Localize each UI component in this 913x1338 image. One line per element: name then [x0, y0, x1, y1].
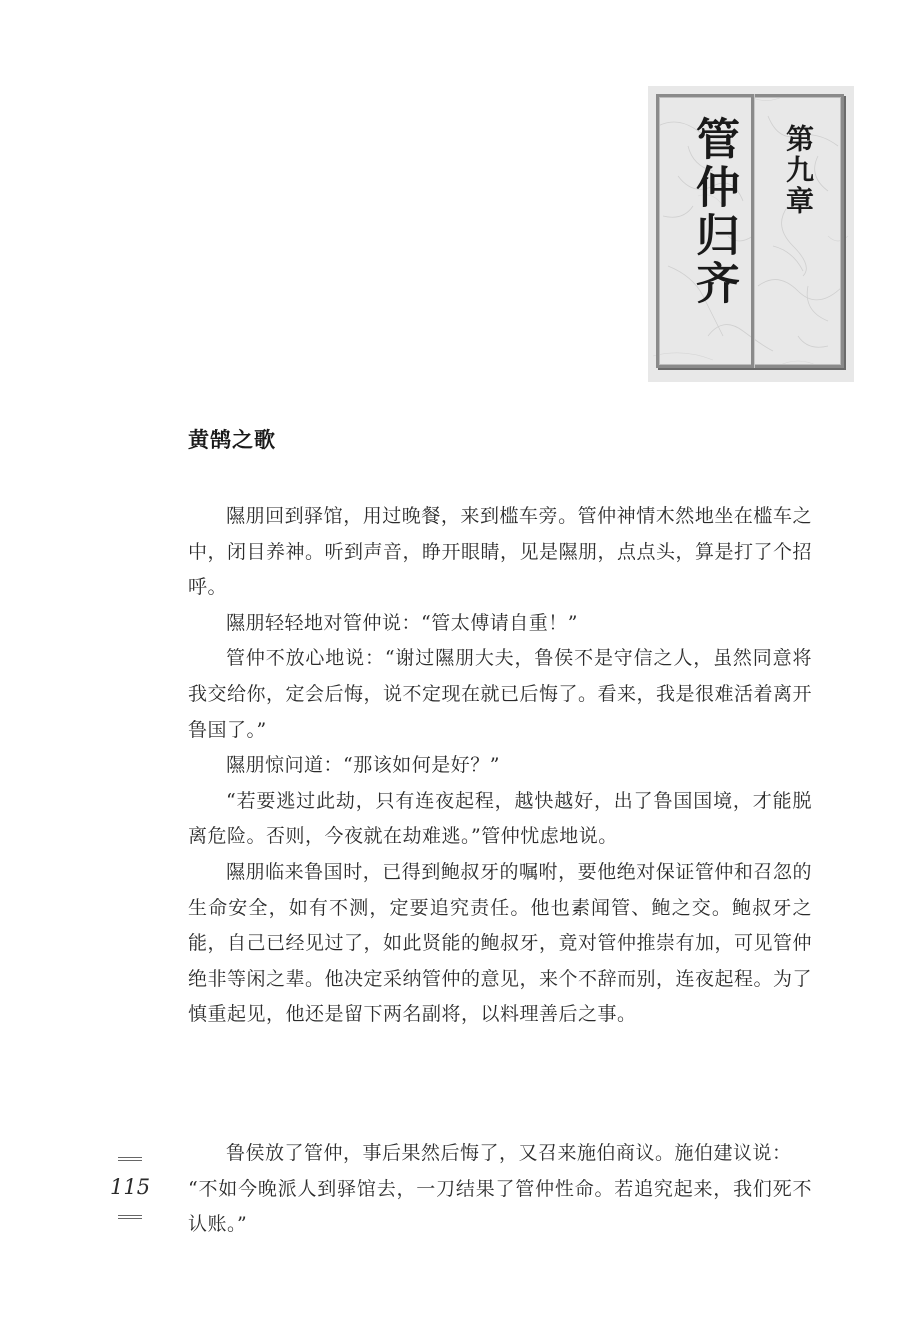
body-text-block-2 [188, 1136, 812, 1243]
paragraph: 隰朋回到驿馆，用过晚餐，来到槛车旁。管仲神情木然地坐在槛车之中，闭目养神。听到声音，睁开眼睛，见是隰朋，点点头，算是打了个招呼。 [188, 505, 813, 599]
paragraph: 管仲不放心地说：“谢过隰朋大夫，鲁侯不是守信之人，虽然同意将我交给你，定会后悔，说不定现在就已后悔了。看来，我是很难活着离开鲁国了。” [188, 647, 813, 741]
page-number-rule-bottom [118, 1215, 142, 1219]
paragraph: “不如今晚派人到驿馆去，一刀结果了管仲性命。若追究起来，我们死不认账。” [188, 1177, 812, 1236]
paragraph: 隰朋轻轻地对管仲说：“管太傅请自重！” [226, 611, 578, 634]
chapter-frame-divider [751, 94, 754, 368]
paragraph: 鲁侯放了管仲，事后果然后悔了，又召来施伯商议。施伯建议说： [226, 1142, 792, 1164]
chapter-number: 第九章 [782, 124, 815, 217]
page-number: 115 [110, 1175, 151, 1199]
paragraph: 隰朋临来鲁国时，已得到鲍叔牙的嘱咐，要他绝对保证管仲和召忽的生命安全，如有不测，定要追究责任。他也素闻管、鲍之交。鲍叔牙之能，自己已经见过了，如此贤能的鲍叔牙，竟对管仲推崇有加，可见管仲绝非等闲之辈。他决定采纳管仲的意见，来个不辞而别，连夜起程。为了慎重起见，他还是留下两名副将，以料理善后之事。 [188, 860, 813, 1026]
chapter-title-box [648, 86, 854, 382]
section-heading: 黄鹄之歌 [188, 428, 276, 452]
page-number-area [110, 1157, 150, 1219]
paragraph: 隰朋惊问道：“那该如何是好？” [226, 754, 500, 777]
page-number-rule-top [118, 1157, 142, 1161]
paragraph: “若要逃过此劫，只有连夜起程，越快越好，出了鲁国国境，才能脱离危险。否则，今夜就在劫难逃。”管仲忧虑地说。 [188, 789, 812, 848]
body-text-block-1 [188, 499, 812, 1033]
chapter-title: 管仲归齐 [688, 116, 739, 308]
